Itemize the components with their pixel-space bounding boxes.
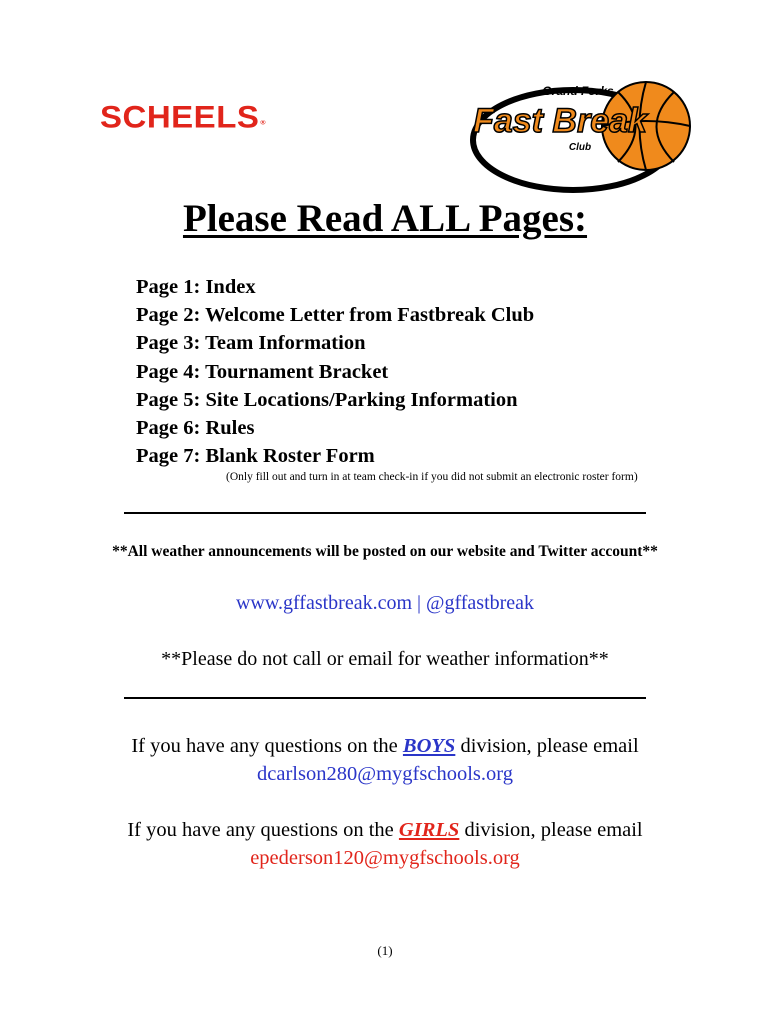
boys-question-line bbox=[0, 732, 770, 760]
girls-suffix: division, please email bbox=[459, 819, 643, 841]
boys-prefix: If you have any questions on the bbox=[131, 735, 403, 757]
boys-suffix: division, please email bbox=[455, 735, 639, 757]
index-item: Page 4: Tournament Bracket bbox=[136, 360, 389, 383]
girls-question-line bbox=[0, 816, 770, 844]
girls-question bbox=[0, 816, 770, 872]
girls-division-label: GIRLS bbox=[398, 819, 460, 841]
registered-mark: ® bbox=[260, 119, 267, 127]
roster-note: (Only fill out and turn in at team check-in if you did not submit an electronic roster form) bbox=[226, 471, 638, 483]
link-separator: | bbox=[412, 592, 427, 614]
weather-notice: **All weather announcements will be posted on our website and Twitter account** bbox=[112, 543, 658, 560]
page-title: Please Read ALL Pages: bbox=[182, 197, 588, 240]
fastbreak-club-logo bbox=[468, 76, 692, 200]
index-item: Page 6: Rules bbox=[136, 416, 255, 439]
index-item: Page 3: Team Information bbox=[136, 332, 366, 355]
scheels-logo bbox=[100, 99, 266, 135]
divider bbox=[124, 697, 646, 699]
page-number: (1) bbox=[377, 943, 393, 958]
twitter-link[interactable]: @gffastbreak bbox=[426, 592, 535, 614]
logo-bottom-text: Club bbox=[568, 142, 592, 153]
scheels-logo-text: SCHEELS bbox=[100, 98, 260, 135]
girls-email-link[interactable]: epederson120@mygfschools.org bbox=[250, 847, 520, 869]
index-item: Page 5: Site Locations/Parking Information bbox=[136, 388, 518, 411]
divider bbox=[124, 512, 646, 514]
index-item: Page 2: Welcome Letter from Fastbreak Club bbox=[136, 304, 535, 327]
boys-email-link[interactable]: dcarlson280@mygfschools.org bbox=[257, 763, 513, 785]
no-call-notice: **Please do not call or email for weather information** bbox=[161, 648, 609, 670]
logo-top-text: Grand Forks bbox=[542, 84, 614, 98]
index-item: Page 1: Index bbox=[136, 276, 256, 298]
index-item: Page 7: Blank Roster Form bbox=[136, 445, 375, 468]
contact-links bbox=[0, 592, 770, 615]
page-index bbox=[136, 273, 534, 470]
logo-main-text: Fast Break bbox=[473, 102, 647, 140]
girls-prefix: If you have any questions on the bbox=[127, 819, 399, 841]
website-link[interactable]: www.gffastbreak.com bbox=[235, 592, 413, 614]
boys-division-label: BOYS bbox=[402, 735, 456, 757]
boys-question bbox=[0, 732, 770, 788]
